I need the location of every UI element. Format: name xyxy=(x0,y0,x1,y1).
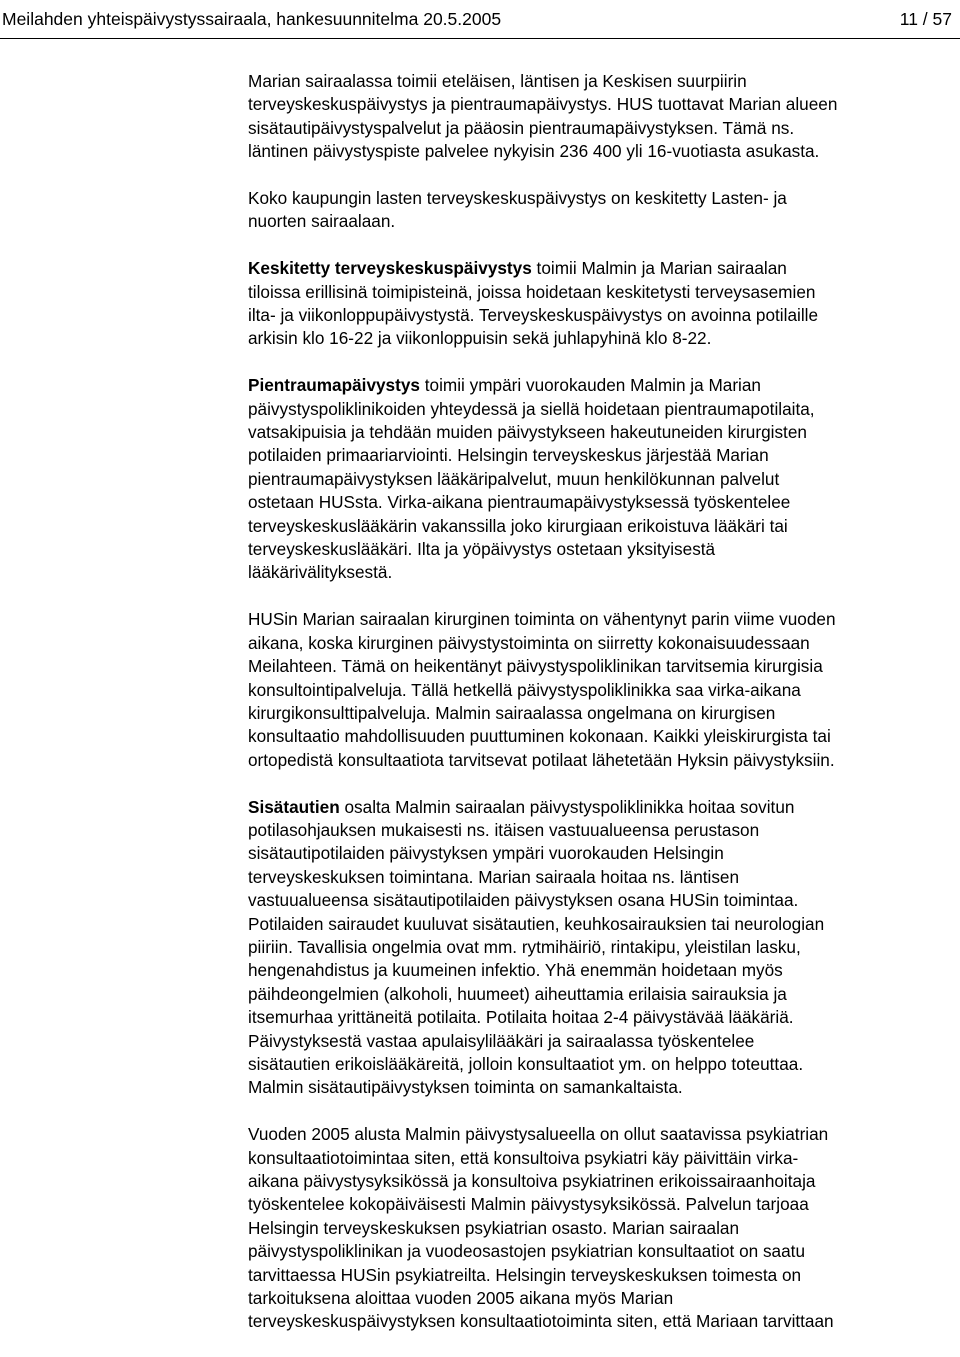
text-line xyxy=(248,70,960,93)
text-line xyxy=(248,398,960,421)
line-text: sisätautipotilaiden päivystyksen ympäri vuorokauden Helsingin xyxy=(248,843,724,864)
text-line xyxy=(248,140,960,163)
text-line xyxy=(248,796,960,819)
text-line xyxy=(248,1287,960,1310)
line-text: nuorten sairaalaan. xyxy=(248,211,396,232)
text-line xyxy=(248,1193,960,1216)
text-line xyxy=(248,257,960,280)
line-text: terveyskeskuspäivystys ja pientraumapäivystys. HUS tuottavat Marian alueen xyxy=(248,94,838,115)
line-text: toimii Malmin ja Marian sairaalan xyxy=(531,258,787,279)
text-line xyxy=(248,304,960,327)
text-line xyxy=(248,1123,960,1146)
text-line xyxy=(248,327,960,350)
line-text: sisätautipäivystyspalvelut ja pääosin pientraumapäivystyksen. Tämä ns. xyxy=(248,117,795,138)
document-body xyxy=(248,70,960,1357)
text-line xyxy=(248,936,960,959)
line-text: Malmin sisätautipäivystyksen toiminta on samankaltaista. xyxy=(248,1077,683,1098)
text-line xyxy=(248,491,960,514)
line-text: Helsingin terveyskeskuksen psykiatrian osasto. Marian sairaalan xyxy=(248,1217,740,1238)
line-text: arkisin klo 16-22 ja viikonloppuisin sekä juhlapyhinä klo 8-22. xyxy=(248,328,712,349)
line-text: hengenahdistus ja kuumeinen infektio. Yhä enemmän hoidetaan myös xyxy=(248,960,783,981)
line-text: piiriin. Tavallisia ongelmia ovat mm. rytmihäiriö, rintakipu, yleistilan lasku, xyxy=(248,936,801,957)
line-text: päivystyspoliklinikan ja vuodeosastojen psykiatrian konsultaatiot on saatu xyxy=(248,1241,806,1262)
line-text: Marian sairaalassa toimii eteläisen, läntisen ja Keskisen suurpiirin xyxy=(248,71,747,91)
line-text: pientraumapäivystyksen lääkäripalvelut, muun henkilökunnan palvelut xyxy=(248,468,780,489)
page-number: 11 / 57 xyxy=(899,9,952,29)
line-text: HUSin Marian sairaalan kirurginen toiminta on vähentynyt parin viime vuoden xyxy=(248,609,836,630)
text-line xyxy=(248,819,960,842)
text-line xyxy=(248,866,960,889)
text-line xyxy=(248,1217,960,1240)
text-line xyxy=(248,561,960,584)
text-line xyxy=(248,1147,960,1170)
text-line xyxy=(248,187,960,210)
line-text: Potilaiden sairaudet kuuluvat sisätautien, keuhkosairauksien tai neurologian xyxy=(248,913,825,934)
text-line xyxy=(248,444,960,467)
line-text: terveyskeskuslääkärin vakanssilla joko kirurgiaan erikoistuva lääkäri tai xyxy=(248,515,788,536)
text-line xyxy=(248,1030,960,1053)
line-text: potilasohjauksen mukaisesti ns. itäisen vastuualueensa perustason xyxy=(248,819,760,840)
text-line xyxy=(248,632,960,655)
text-line xyxy=(248,913,960,936)
text-line xyxy=(248,1076,960,1099)
bold-term: Pientraumapäivystys xyxy=(248,375,420,396)
document-title: Meilahden yhteispäivystyssairaala, hankesuunnitelma 20.5.2005 xyxy=(2,9,502,29)
line-text: kirurgikonsulttipalveluja. Malmin sairaalassa ongelmana on kirurgisen xyxy=(248,702,776,723)
header-divider xyxy=(0,38,960,39)
text-line xyxy=(248,1053,960,1076)
text-line xyxy=(248,959,960,982)
line-text: aikana, koska kirurginen päivystystoiminta on siirretty kokonaisuudessaan xyxy=(248,632,810,653)
page-header xyxy=(0,0,960,40)
line-text: toimii ympäri vuorokauden Malmin ja Marian xyxy=(419,375,761,396)
text-line xyxy=(248,749,960,772)
line-text: vatsakipuisia ja tehdään muiden päivystykseen hakeutuneiden kirurgisten xyxy=(248,422,807,443)
line-text: päivystyspoliklinikoiden yhteydessä ja siellä hoidetaan pientraumapotilaita, xyxy=(248,398,815,419)
line-text: ostetaan HUSsta. Virka-aikana pientraumapäivystyksessä työskentelee xyxy=(248,492,791,513)
line-text: Meilahteen. Tämä on heikentänyt päivystyspoliklinikan tarvitsemia kirurgisia xyxy=(248,656,823,677)
text-line xyxy=(248,515,960,538)
line-text: tarkoituksena aloittaa vuoden 2005 aikana myös Marian xyxy=(248,1288,674,1309)
line-text: ilta- ja viikonloppupäivystystä. Terveyskeskuspäivystys on avoinna potilaille xyxy=(248,305,819,326)
line-text: työskentelee kokopäiväisesti Malmin päivystysyksikössä. Palvelun tarjoaa xyxy=(248,1194,809,1215)
line-text: aikana päivystysyksikössä ja konsultoiva psykiatrinen erikoissairaanhoitaja xyxy=(248,1171,816,1191)
line-text: potilaiden primaariarviointi. Helsingin terveyskeskus järjestää Marian xyxy=(248,445,769,466)
line-text: itsemurhaa yrittäneitä potilaita. Potilaita hoitaa 2-4 päivystävää lääkäriä. xyxy=(248,1007,794,1028)
line-text: Päivystyksestä vastaa apulaisylilääkäri ja sairaalassa työskentelee xyxy=(248,1030,755,1051)
paragraph xyxy=(248,257,960,351)
line-text: päihdeongelmien (alkoholi, huumeet) aiheuttamia erilaisia sairauksia ja xyxy=(248,983,787,1004)
text-line xyxy=(248,1170,960,1193)
text-line xyxy=(248,117,960,140)
paragraph xyxy=(248,1123,960,1334)
text-line xyxy=(248,538,960,561)
line-text: terveyskeskuslääkäri. Ilta ja yöpäivystys ostetaan yksityisestä xyxy=(248,539,716,560)
text-line xyxy=(248,421,960,444)
line-text: lääkärivälityksestä. xyxy=(248,562,393,583)
paragraph xyxy=(248,70,960,164)
bold-term: Sisätautien xyxy=(248,796,340,817)
text-line xyxy=(248,93,960,116)
text-line xyxy=(248,1240,960,1263)
line-text: ortopedistä konsultaatiota tarvitsevat potilaat lähetetään Hyksin päivystyksiin. xyxy=(248,749,835,770)
text-line xyxy=(248,1310,960,1333)
paragraph xyxy=(248,187,960,234)
text-line xyxy=(248,210,960,233)
text-line xyxy=(248,468,960,491)
line-text: vastuualueensa sisätautipotilaiden päivystyksen osana HUSin toimintaa. xyxy=(248,890,799,911)
line-text: Koko kaupungin lasten terveyskeskuspäivystys on keskitetty Lasten- ja xyxy=(248,188,787,209)
line-text: terveyskeskuspäivystyksen konsultaatiotoiminta siten, että Mariaan tarvittaan xyxy=(248,1311,834,1332)
paragraph xyxy=(248,796,960,1100)
text-line xyxy=(248,842,960,865)
line-text: konsultaatiotoimintaa siten, että konsultoiva psykiatri käy päivittäin virka- xyxy=(248,1147,799,1168)
text-line xyxy=(248,983,960,1006)
text-line xyxy=(248,702,960,725)
text-line xyxy=(248,679,960,702)
line-text: konsultointipalveluja. Tällä hetkellä päivystyspoliklinikka saa virka-aikana xyxy=(248,679,801,700)
line-text: konsultaatio mahdollisuuden puuttuminen kokonaan. Kaikki yleiskirurgista tai xyxy=(248,726,831,747)
text-line xyxy=(248,889,960,912)
text-line xyxy=(248,1264,960,1287)
text-line xyxy=(248,608,960,631)
text-line xyxy=(248,281,960,304)
text-line xyxy=(248,725,960,748)
line-text: terveyskeskuksen toimintana. Marian sairaala hoitaa ns. läntisen xyxy=(248,866,740,887)
line-text: tiloissa erillisinä toimipisteinä, joissa hoidetaan keskitetysti terveysasemien xyxy=(248,281,816,302)
line-text: tarvittaessa HUSin psykiatreilta. Helsingin terveyskeskuksen toimesta on xyxy=(248,1264,802,1285)
line-text: osalta Malmin sairaalan päivystyspoliklinikka hoitaa sovitun xyxy=(339,796,795,817)
paragraph xyxy=(248,608,960,772)
line-text: läntinen päivystyspiste palvelee nykyisin 236 400 yli 16-vuotiasta asukasta. xyxy=(248,141,820,162)
text-line xyxy=(248,655,960,678)
text-line xyxy=(248,1006,960,1029)
line-text: sisätautien erikoislääkäreitä, jolloin konsultaatiot ym. on helppo toteuttaa. xyxy=(248,1053,804,1074)
line-text: Vuoden 2005 alusta Malmin päivystysalueella on ollut saatavissa psykiatrian xyxy=(248,1124,829,1145)
text-line xyxy=(248,374,960,397)
bold-term: Keskitetty terveyskeskuspäivystys xyxy=(248,258,532,279)
paragraph xyxy=(248,374,960,585)
